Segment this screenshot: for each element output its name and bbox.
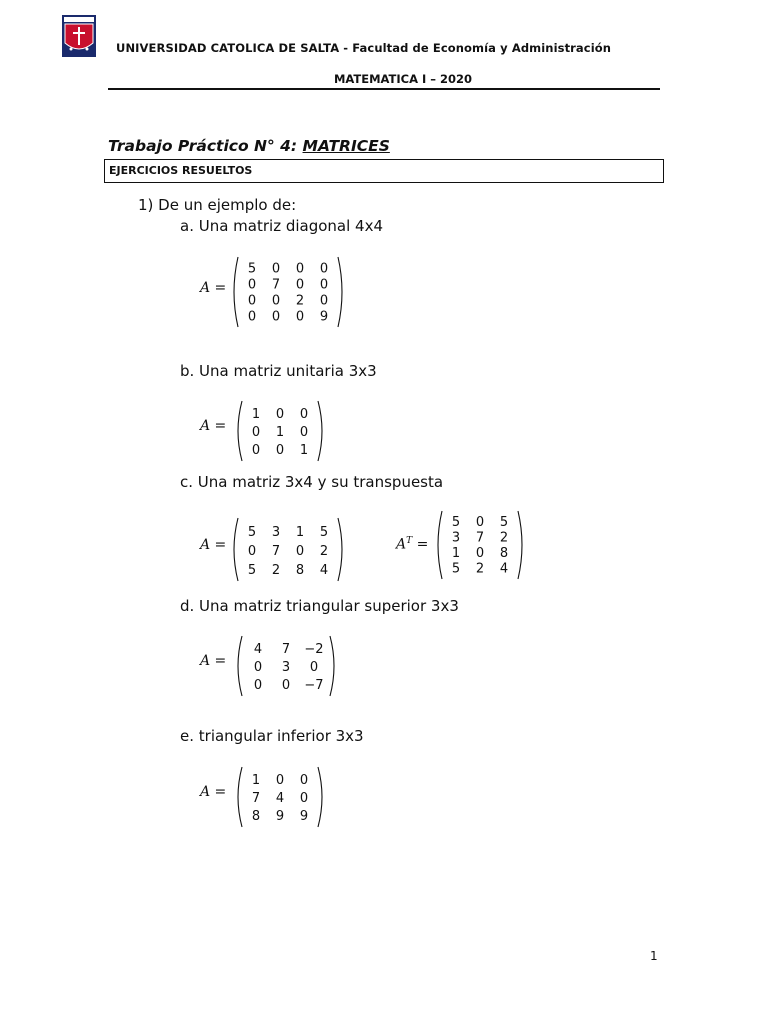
matrix-cell: 8	[295, 562, 305, 578]
matrix-c	[230, 517, 346, 582]
matrix-cell: 9	[299, 809, 309, 825]
item-a-lhs-text: A =	[200, 280, 227, 296]
matrix-cell: 9	[319, 309, 329, 325]
matrix-cell: 0	[319, 293, 329, 309]
matrix-cell: 5	[499, 515, 509, 531]
matrix-cell: 0	[299, 425, 309, 441]
matrix-cell: 0	[475, 515, 485, 531]
matrix-cell: 1	[299, 443, 309, 459]
matrix-cell: 2	[475, 561, 485, 577]
left-parenthesis	[438, 511, 442, 579]
left-parenthesis	[234, 257, 238, 327]
item-b-lhs	[200, 418, 226, 434]
matrix-cell: 3	[281, 660, 291, 676]
matrix-cell: 0	[299, 407, 309, 423]
matrix-cell: 3	[451, 530, 461, 546]
title-topic: MATRICES	[302, 137, 390, 155]
item-c-transpose-lhs	[396, 536, 428, 553]
matrix-cell: 7	[475, 530, 485, 546]
matrix-c-transpose	[434, 510, 526, 580]
matrix-cell: 0	[247, 309, 257, 325]
right-parenthesis	[338, 257, 342, 327]
matrix-cell: −7	[304, 678, 324, 694]
matrix-cell: 0	[295, 277, 305, 293]
matrix-cell: 0	[275, 773, 285, 789]
item-b-label: b. Una matriz unitaria 3x3	[180, 362, 377, 380]
matrix-cell: 7	[271, 277, 281, 293]
matrix-cell: 4	[275, 791, 285, 807]
matrix-cell: 0	[253, 660, 263, 676]
section-box	[104, 159, 664, 183]
header-divider	[108, 88, 660, 90]
matrix-cell: 5	[451, 515, 461, 531]
page-title	[108, 137, 390, 155]
matrix-d	[234, 635, 338, 697]
matrix-cell: 2	[295, 293, 305, 309]
matrix-cell: 0	[247, 543, 257, 559]
matrix-cell: 2	[499, 530, 509, 546]
matrix-cell: 0	[275, 407, 285, 423]
right-parenthesis	[518, 511, 522, 579]
matrix-cell: 3	[271, 524, 281, 540]
matrix-cell: 7	[271, 543, 281, 559]
matrix-cell: 1	[251, 407, 261, 423]
course-title: MATEMATICA I – 2020	[333, 72, 473, 86]
left-parenthesis	[238, 401, 242, 461]
item-b-lhs-text: A =	[200, 418, 227, 434]
matrix-cell: 4	[319, 562, 329, 578]
matrix-cell: 0	[251, 443, 261, 459]
right-parenthesis	[318, 767, 322, 827]
matrix-cell: 0	[247, 277, 257, 293]
item-e-lhs-text: A =	[200, 784, 227, 800]
matrix-cell: 0	[295, 309, 305, 325]
matrix-cell: 0	[271, 293, 281, 309]
left-parenthesis	[238, 636, 242, 696]
item-a-label: a. Una matriz diagonal 4x4	[180, 217, 384, 235]
matrix-cell: 7	[281, 642, 291, 658]
matrix-cell: 0	[299, 773, 309, 789]
right-parenthesis	[338, 518, 342, 581]
matrix-cell: 0	[281, 678, 291, 694]
exercise-heading: 1) De un ejemplo de:	[138, 196, 297, 214]
page-number: 1	[650, 949, 658, 963]
matrix-cell: 0	[319, 261, 329, 277]
matrix-d-svg	[234, 635, 338, 697]
matrix-cell: 0	[253, 678, 263, 694]
matrix-cell: 1	[275, 425, 285, 441]
item-c-label: c. Una matriz 3x4 y su transpuesta	[180, 473, 444, 491]
matrix-cell: 5	[451, 561, 461, 577]
matrix-cell: 0	[275, 443, 285, 459]
matrix-b	[234, 400, 326, 462]
item-c-lhs	[200, 537, 226, 553]
item-d-label: d. Una matriz triangular superior 3x3	[180, 597, 459, 615]
matrix-cell: 2	[319, 543, 329, 559]
university-header: UNIVERSIDAD CATOLICA DE SALTA - Facultad de Economía y Administración	[116, 41, 612, 55]
matrix-cell: 0	[295, 261, 305, 277]
matrix-cell: 8	[499, 546, 509, 562]
matrix-cell: −2	[304, 642, 324, 658]
matrix-cell: 0	[309, 660, 319, 676]
title-prefix: Trabajo Práctico N° 4:	[108, 137, 303, 155]
matrix-cell: 5	[247, 562, 257, 578]
matrix-a	[230, 256, 346, 328]
matrix-cell: 9	[275, 809, 285, 825]
left-parenthesis	[238, 767, 242, 827]
matrix-cell: 1	[295, 524, 305, 540]
item-c-transpose-eq: =	[412, 536, 429, 553]
matrix-cell: 4	[499, 561, 509, 577]
item-d-lhs-text: A =	[200, 653, 227, 669]
item-c-lhs-text: A =	[200, 537, 227, 553]
matrix-cell: 7	[251, 791, 261, 807]
matrix-a-svg	[230, 256, 346, 328]
matrix-cell: 2	[271, 562, 281, 578]
matrix-cell: 0	[247, 293, 257, 309]
left-parenthesis	[234, 518, 238, 581]
matrix-b-svg	[234, 400, 326, 462]
matrix-cell: 0	[271, 261, 281, 277]
matrix-cell: 1	[451, 546, 461, 562]
matrix-cell: 0	[319, 277, 329, 293]
matrix-cell: 1	[251, 773, 261, 789]
matrix-cell: 0	[475, 546, 485, 562]
item-c-transpose-var: A	[396, 536, 407, 553]
university-logo	[62, 15, 96, 57]
matrix-cell: 0	[251, 425, 261, 441]
transpose-superscript: T	[406, 536, 413, 546]
matrix-e-svg	[234, 766, 326, 828]
matrix-c-svg	[230, 517, 346, 582]
section-box-label: EJERCICIOS RESUELTOS	[109, 164, 253, 177]
matrix-cell: 5	[247, 524, 257, 540]
matrix-cell: 8	[251, 809, 261, 825]
item-e-label: e. triangular inferior 3x3	[180, 727, 364, 745]
matrix-cell: 0	[295, 543, 305, 559]
matrix-cell: 5	[319, 524, 329, 540]
right-parenthesis	[330, 636, 334, 696]
matrix-cell: 0	[271, 309, 281, 325]
matrix-cell: 5	[247, 261, 257, 277]
matrix-cell: 4	[253, 642, 263, 658]
item-d-lhs	[200, 653, 226, 669]
matrix-cell: 0	[299, 791, 309, 807]
matrix-e	[234, 766, 326, 828]
matrix-c-transpose-svg	[434, 510, 526, 580]
right-parenthesis	[318, 401, 322, 461]
item-e-lhs	[200, 784, 226, 800]
item-a-lhs	[200, 280, 226, 296]
